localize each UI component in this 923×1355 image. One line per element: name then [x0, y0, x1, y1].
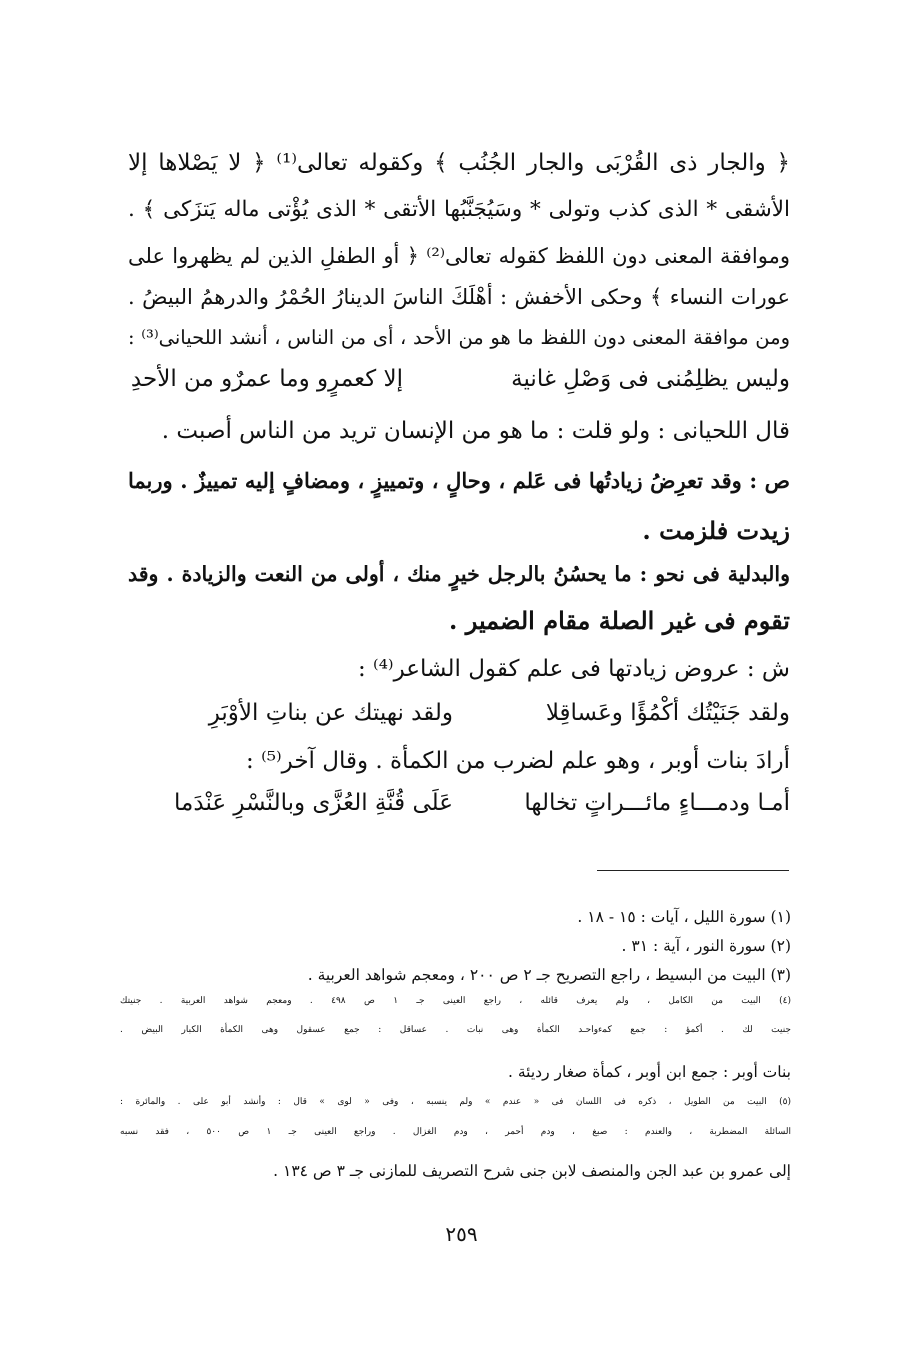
footnote-continuation: السائلة المضطربة ، والعندم : صبغ ، ودم أحمر ، ودم الغزال . وراجع العينى جـ ١ ص ٥٠٠ ، فقد نسبه	[120, 1127, 791, 1137]
footnote-separator	[597, 870, 789, 871]
matn-line: زيدت فلزمت .	[642, 516, 790, 545]
body-line: أرادَ بنات أوبر ، وهو علم لضرب من الكمأة . وقال آخر⁽⁵⁾ :	[246, 748, 790, 774]
body-line: عورات النساء ﴾ وحكى الأخفش : أهْلَكَ الناسَ الدينارُ الحُمْرُ والدرهمُ البيضُ .	[128, 285, 790, 309]
verse-hemistich-first: وليس يظلِمُنى فى وَصْلِ غانية	[511, 366, 790, 392]
body-line: قال اللحيانى : ولو قلت : ما هو من الإنسان تريد من الناس أصبت .	[161, 418, 790, 444]
verse-hemistich-first: ولقد جَنَيْتُك أكْمُؤًا وعَساقِلا	[545, 700, 790, 726]
verse-hemistich-second: إلا كعمرٍو وما عمرٌو من الأحدِ	[130, 366, 403, 392]
footnote-continuation: إلى عمرو بن عبد الجن والمنصف لابن جنى شرح التصريف للمازنى جـ ٣ ص ١٣٤ .	[273, 1162, 791, 1180]
footnote: (٢) سورة النور ، آية : ٣١ .	[621, 937, 791, 955]
body-line: ﴿ والجار ذى القُرْبَى والجار الجُنُب ﴾ وكقوله تعالى⁽¹⁾ ﴿ لا يَصْلاها إلا	[128, 150, 790, 176]
footnote: (١) سورة الليل ، آيات : ١٥ - ١٨ .	[577, 908, 791, 926]
verse-hemistich-second: ولقد نهيتك عن بناتِ الأوْبَرِ	[208, 700, 453, 726]
verse-hemistich-second: عَلَى قُنَّةِ العُزَّى وبالنَّسْرِ عَنْدَما	[174, 790, 453, 816]
body-line: الأشقى * الذى كذب وتولى * وسَيُجَنَّبُها الأتقى * الذى يُؤْتى ماله يَتزَكى ﴾ .	[128, 197, 790, 222]
matn-line: تقوم فى غير الصلة مقام الضمير .	[448, 606, 790, 635]
matn-line: والبدلية فى نحو : ما يحسُنُ بالرجل خيرٍ منك ، أولى من النعت والزيادة . وقد	[128, 562, 790, 586]
matn-line: ص : وقد تعرِضُ زيادتُها فى عَلم ، وحالٍ ، وتمييزٍ ، ومضافٍ إليه تمييزٌ . وربما	[128, 468, 790, 493]
verse-hemistich-first: أمـا ودمـــاءٍ مائـــراتٍ تخالها	[524, 790, 790, 816]
footnote: (٥) البيت من الطويل ، ذكره فى اللسان فى « عندم » ولم ينسبه ، وفى « لوى » قال : وأنشد أبو على . والمائرة :	[120, 1097, 791, 1107]
body-line: وموافقة المعنى دون اللفظ كقوله تعالى⁽²⁾ ﴿ أو الطفلِ الذين لم يظهروا على	[128, 244, 790, 268]
body-line: ومن موافقة المعنى دون اللفظ ما هو من الأحد ، أى من الناس ، أنشد اللحيانى⁽³⁾ :	[128, 326, 790, 349]
footnote-continuation: جنيت لك . أكمؤ : جمع كم‍ءواحـد الكمأة وهى نبات . عساقل : جمع عسقول وهى الكمأة الكبار البيض .	[120, 1025, 791, 1035]
page-number: ٢٥٩	[445, 1222, 478, 1246]
commentary-line: ش : عروض زيادتها فى علم كقول الشاعر⁽⁴⁾ :	[357, 656, 790, 682]
footnote-continuation: بنات أوبر : جمع ابن أوبر ، كمأة صغار رديئة .	[508, 1063, 791, 1081]
footnote: (٤) البيت من الكامل ، ولم يعرف قائله ، راجع العينى جـ ١ ص ٤٩٨ . ومعجم شواهد العربية . جنيتك	[120, 996, 792, 1006]
footnote: (٣) البيت من البسيط ، راجع التصريح جـ ٢ ص ٢٠٠ ، ومعجم شواهد العربية .	[307, 966, 791, 984]
